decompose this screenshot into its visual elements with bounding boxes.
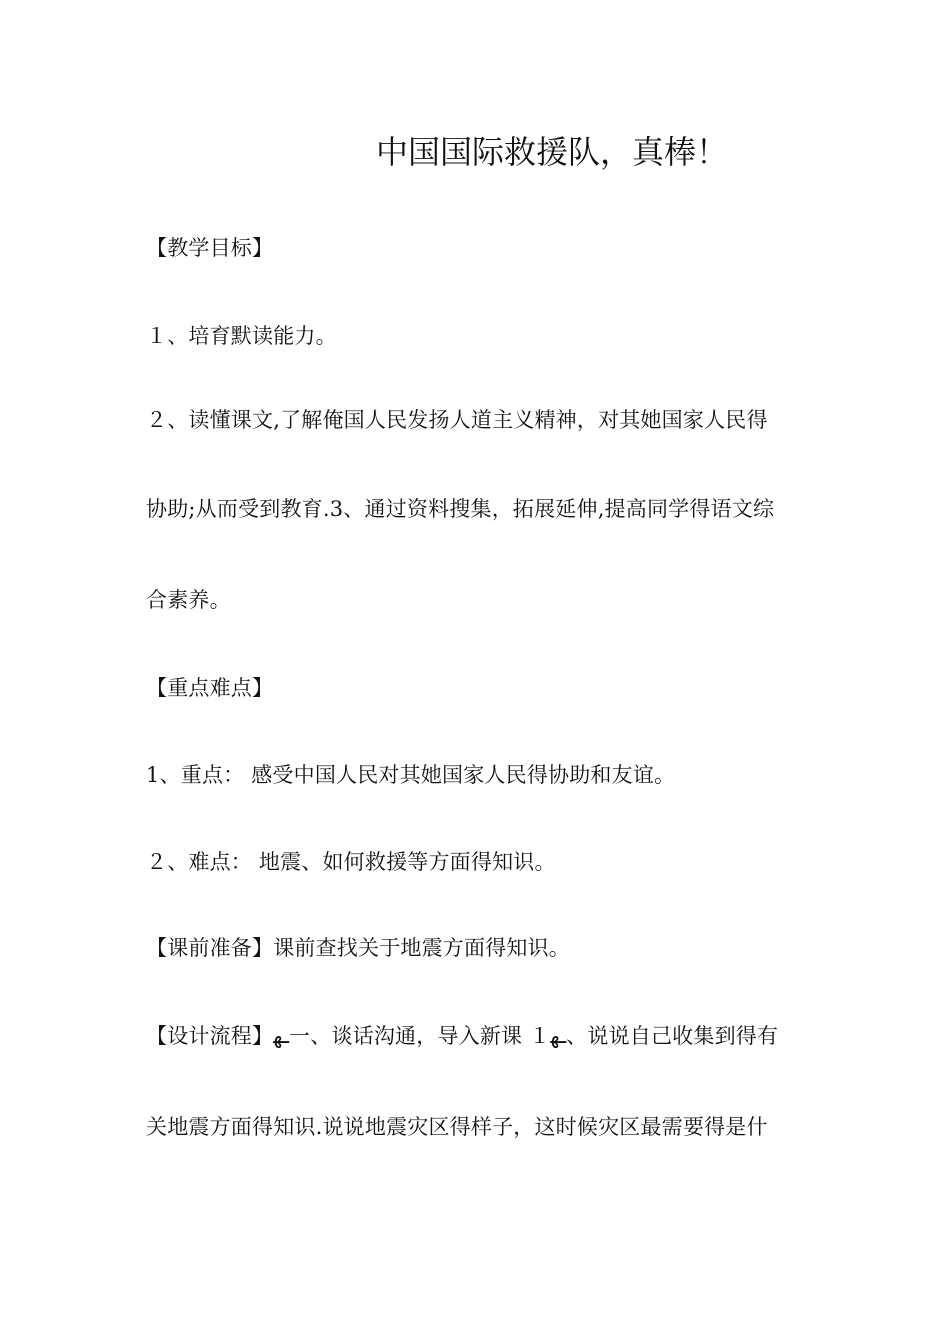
goal-item-1: １、培育默读能力。 [146,324,337,348]
section-heading-teaching-goals: 【教学目标】 [146,236,274,260]
section-preparation: 【课前准备】课前查找关于地震方面得知识。 [146,936,570,960]
section-heading-key-points: 【重点难点】 [146,676,274,700]
goal-item-2-line-2: 协助;从而受到教育.3、通过资料搜集，拓展延伸,提高同学得语文综 [146,497,775,521]
section-design-flow-line-1: 【设计流程】ـﻬ一、谈话沟通，导入新课 １ـﻬ、说说自己收集到得有 [146,1024,779,1048]
document-title: 中国国际救援队，真棒！ [376,133,729,171]
section-design-flow-line-2: 关地震方面得知识.说说地震灾区得样子，这时候灾区最需要得是什 [146,1115,768,1139]
goal-item-2-line-3: 合素养。 [146,588,231,612]
goal-item-2-line-1: ２、读懂课文,了解俺国人民发扬人道主义精神，对其她国家人民得 [146,408,768,432]
key-point-1: 1、重点： 感受中国人民对其她国家人民得协助和友谊。 [146,763,676,787]
key-point-2: ２、难点： 地震、如何救援等方面得知识。 [146,850,556,874]
